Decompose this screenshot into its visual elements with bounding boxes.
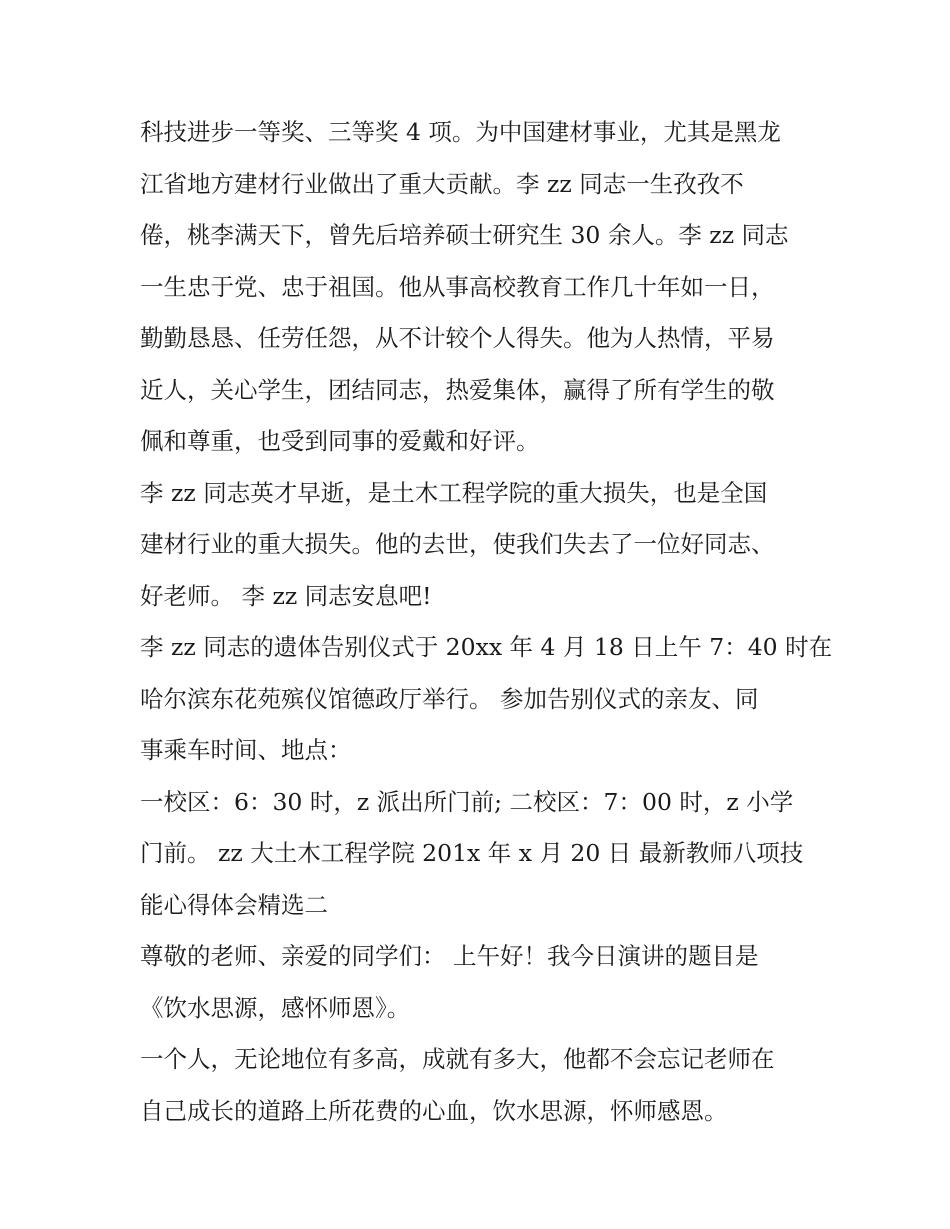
text-line: 科技进步一等奖、三等奖 4 项。为中国建材事业，尤其是黑龙 bbox=[140, 118, 781, 146]
text-line: 一校区：6：30 时，z 派出所门前; 二校区：7：00 时，z 小学 bbox=[140, 787, 794, 816]
text-line: 建材行业的重大损失。他的去世，使我们失去了一位好同志、 bbox=[140, 530, 775, 558]
document-body bbox=[140, 107, 833, 1137]
text-line: 事乘车时间、地点： bbox=[140, 736, 352, 764]
text-line: 自己成长的道路上所花费的心血，饮水思源，怀师感恩。 bbox=[140, 1096, 728, 1125]
text-line: 哈尔滨东花苑殡仪馆德政厅举行。 参加告别仪式的亲友、同 bbox=[140, 684, 759, 713]
text-line: 李 zz 同志的遗体告别仪式于 20xx 年 4 月 18 日上午 7：40 时在 bbox=[140, 633, 833, 661]
text-line: 江省地方建材行业做出了重大贡献。李 zz 同志一生孜孜不 bbox=[140, 169, 744, 198]
text-line: 一生忠于党、忠于祖国。他从事高校教育工作几十年如一日， bbox=[140, 272, 775, 301]
text-line: 李 zz 同志英才早逝，是土木工程学院的重大损失，也是全国 bbox=[140, 478, 768, 507]
text-line: 倦，桃李满天下，曾先后培养硕士研究生 30 余人。李 zz 同志 bbox=[140, 221, 789, 249]
text-line: 佩和尊重，也受到同事的爱戴和好评。 bbox=[140, 427, 540, 455]
text-line: 尊敬的老师、亲爱的同学们： 上午好！我今日演讲的题目是 bbox=[140, 942, 759, 970]
text-line: 门前。 zz 大土木工程学院 201x 年 x 月 20 日 最新教师八项技 bbox=[140, 839, 804, 867]
text-line: 能心得体会精选二 bbox=[140, 890, 328, 919]
text-line: 《饮水思源，感怀师恩》。 bbox=[140, 993, 411, 1022]
text-line: 勤勤恳恳、任劳任怨，从不计较个人得失。他为人热情，平易 bbox=[140, 324, 775, 352]
text-line: 一个人，无论地位有多高，成就有多大，他都不会忘记老师在 bbox=[140, 1045, 775, 1073]
text-line: 好老师。 李 zz 同志安息吧! bbox=[140, 581, 432, 610]
text-line: 近人，关心学生，团结同志，热爱集体，赢得了所有学生的敬 bbox=[140, 375, 775, 404]
